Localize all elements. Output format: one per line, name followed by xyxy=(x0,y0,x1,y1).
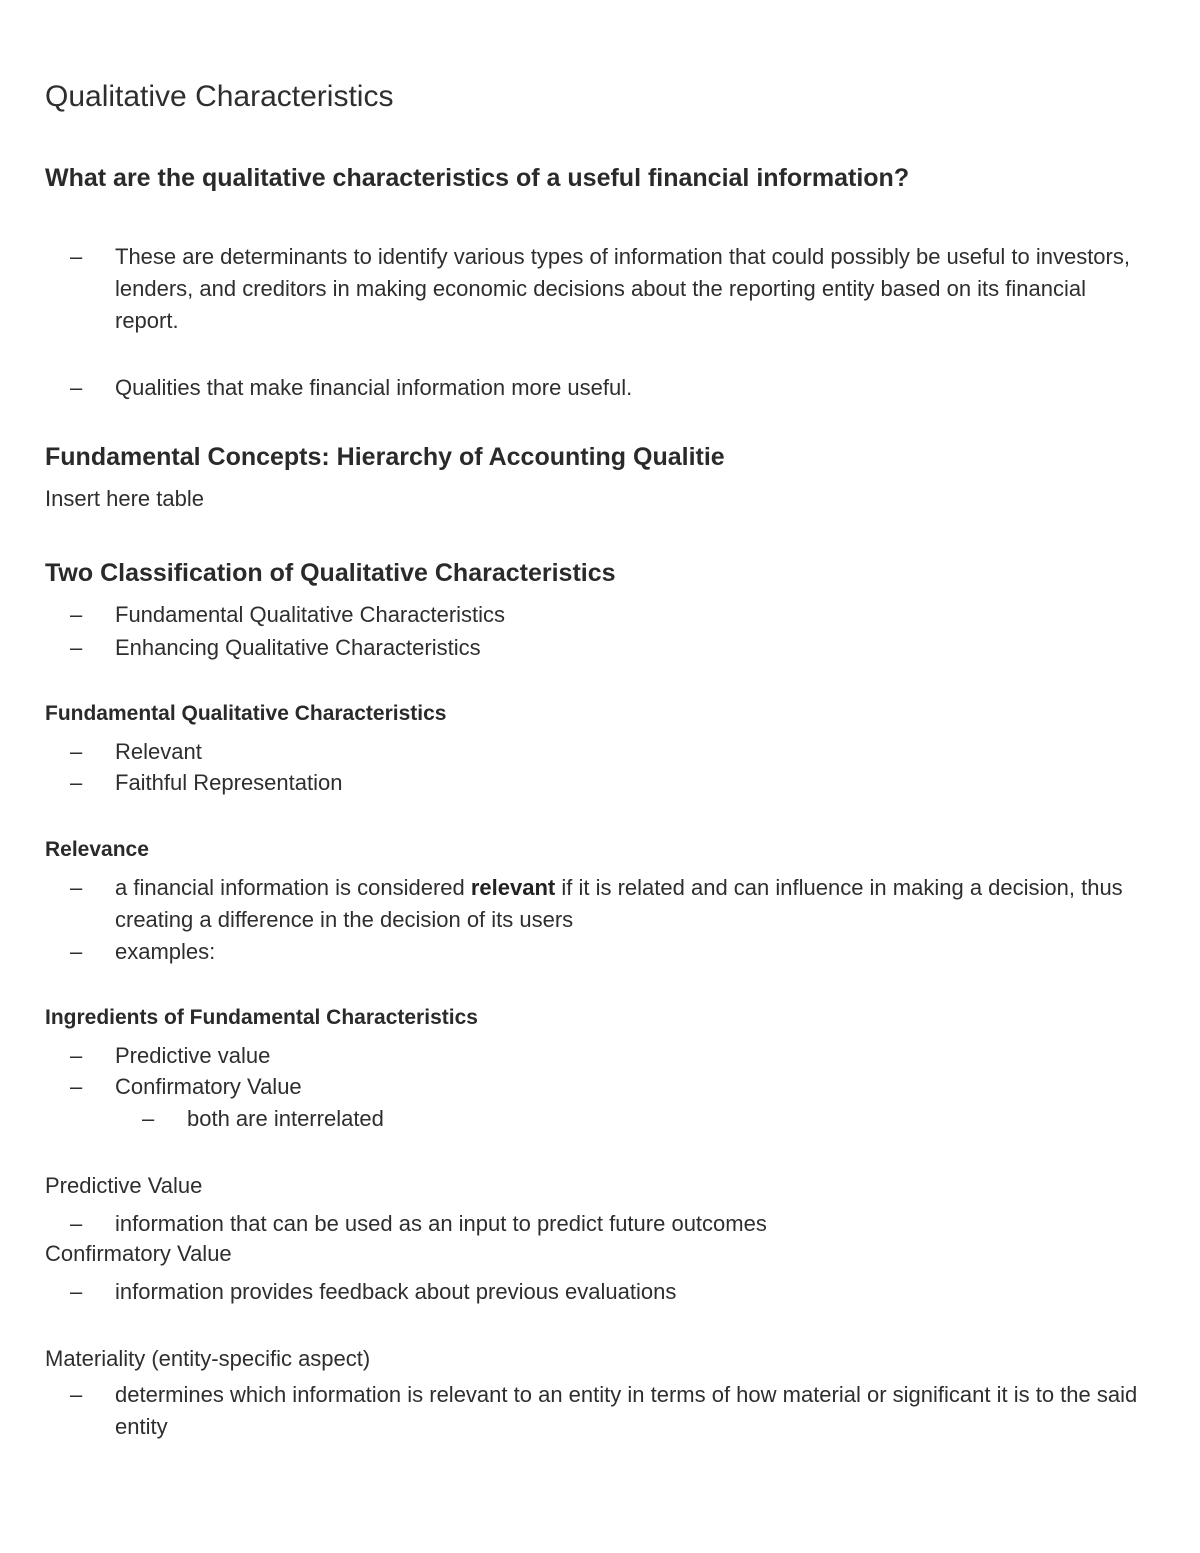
dash-bullet-icon: – xyxy=(70,875,83,900)
dash-bullet-icon: – xyxy=(70,244,83,269)
dash-bullet-icon: – xyxy=(70,1074,83,1099)
list-item xyxy=(70,767,1155,799)
predictive-heading: Predictive Value xyxy=(45,1173,203,1198)
dash-bullet-icon: – xyxy=(70,635,83,660)
list-item-text: Faithful Representation xyxy=(115,770,343,795)
dash-bullet-icon: – xyxy=(70,1043,83,1068)
list-item-text: Relevant xyxy=(115,739,202,764)
dash-bullet-icon: – xyxy=(142,1106,155,1131)
text-segment: a financial information is considered xyxy=(115,875,471,900)
list-item-text: examples: xyxy=(115,939,216,964)
materiality-heading: Materiality (entity-specific aspect) xyxy=(45,1346,371,1371)
bold-term-relevant: relevant xyxy=(470,875,556,900)
confirmatory-heading: Confirmatory Value xyxy=(45,1241,232,1266)
hierarchy-heading: Fundamental Concepts: Hierarchy of Accounting Qualitie xyxy=(45,443,725,471)
list-item-text: These are determinants to identify various types of information that could possibly be useful to investors, lenders, and creditors in making economic decisions about the reporting entity based on its financial report. xyxy=(115,244,1130,333)
text-segment: if it is related and can influence in making a decision, thus creating a difference in the decision of its users xyxy=(115,875,1123,932)
list-item xyxy=(70,599,1155,631)
list-item-text: Confirmatory Value xyxy=(115,1074,302,1099)
list-item-text: determines which information is relevant to an entity in terms of how material or significant it is to the said entity xyxy=(115,1382,1138,1439)
ingredients-heading: Ingredients of Fundamental Characteristics xyxy=(45,1006,478,1029)
list-item xyxy=(70,1040,1155,1072)
dash-bullet-icon: – xyxy=(70,602,83,627)
dash-bullet-icon: – xyxy=(70,1382,83,1407)
dash-bullet-icon: – xyxy=(70,375,83,400)
list-item xyxy=(70,372,1155,404)
table-placeholder-text: Insert here table xyxy=(45,486,204,511)
list-item xyxy=(70,241,1155,337)
dash-bullet-icon: – xyxy=(70,770,83,795)
page-title: Qualitative Characteristics xyxy=(45,80,394,113)
list-item-text: information provides feedback about previous evaluations xyxy=(115,1279,677,1304)
list-item xyxy=(70,1379,1155,1443)
classification-heading: Two Classification of Qualitative Characteristics xyxy=(45,559,616,587)
list-item xyxy=(70,936,1155,968)
relevance-heading: Relevance xyxy=(45,838,149,861)
list-item-text xyxy=(115,872,1155,936)
sub-list-item xyxy=(142,1103,1155,1135)
dash-bullet-icon: – xyxy=(70,1279,83,1304)
list-item-text: both are interrelated xyxy=(187,1106,384,1131)
list-item-text: Fundamental Qualitative Characteristics xyxy=(115,602,506,627)
list-item-text: Predictive value xyxy=(115,1043,271,1068)
list-item-text: Enhancing Qualitative Characteristics xyxy=(115,635,481,660)
list-item xyxy=(70,1276,1155,1308)
dash-bullet-icon: – xyxy=(70,739,83,764)
dash-bullet-icon: – xyxy=(70,939,83,964)
list-item-text: information that can be used as an input to predict future outcomes xyxy=(115,1211,767,1236)
list-item-text: Qualities that make financial information more useful. xyxy=(115,375,633,400)
list-item xyxy=(70,1071,1155,1103)
question-heading: What are the qualitative characteristics of a useful financial information? xyxy=(45,164,910,192)
dash-bullet-icon: – xyxy=(70,1211,83,1236)
list-item xyxy=(70,632,1155,664)
list-item xyxy=(70,736,1155,768)
fundamental-heading: Fundamental Qualitative Characteristics xyxy=(45,702,447,725)
list-item xyxy=(70,872,1155,936)
list-item xyxy=(70,1208,1155,1240)
